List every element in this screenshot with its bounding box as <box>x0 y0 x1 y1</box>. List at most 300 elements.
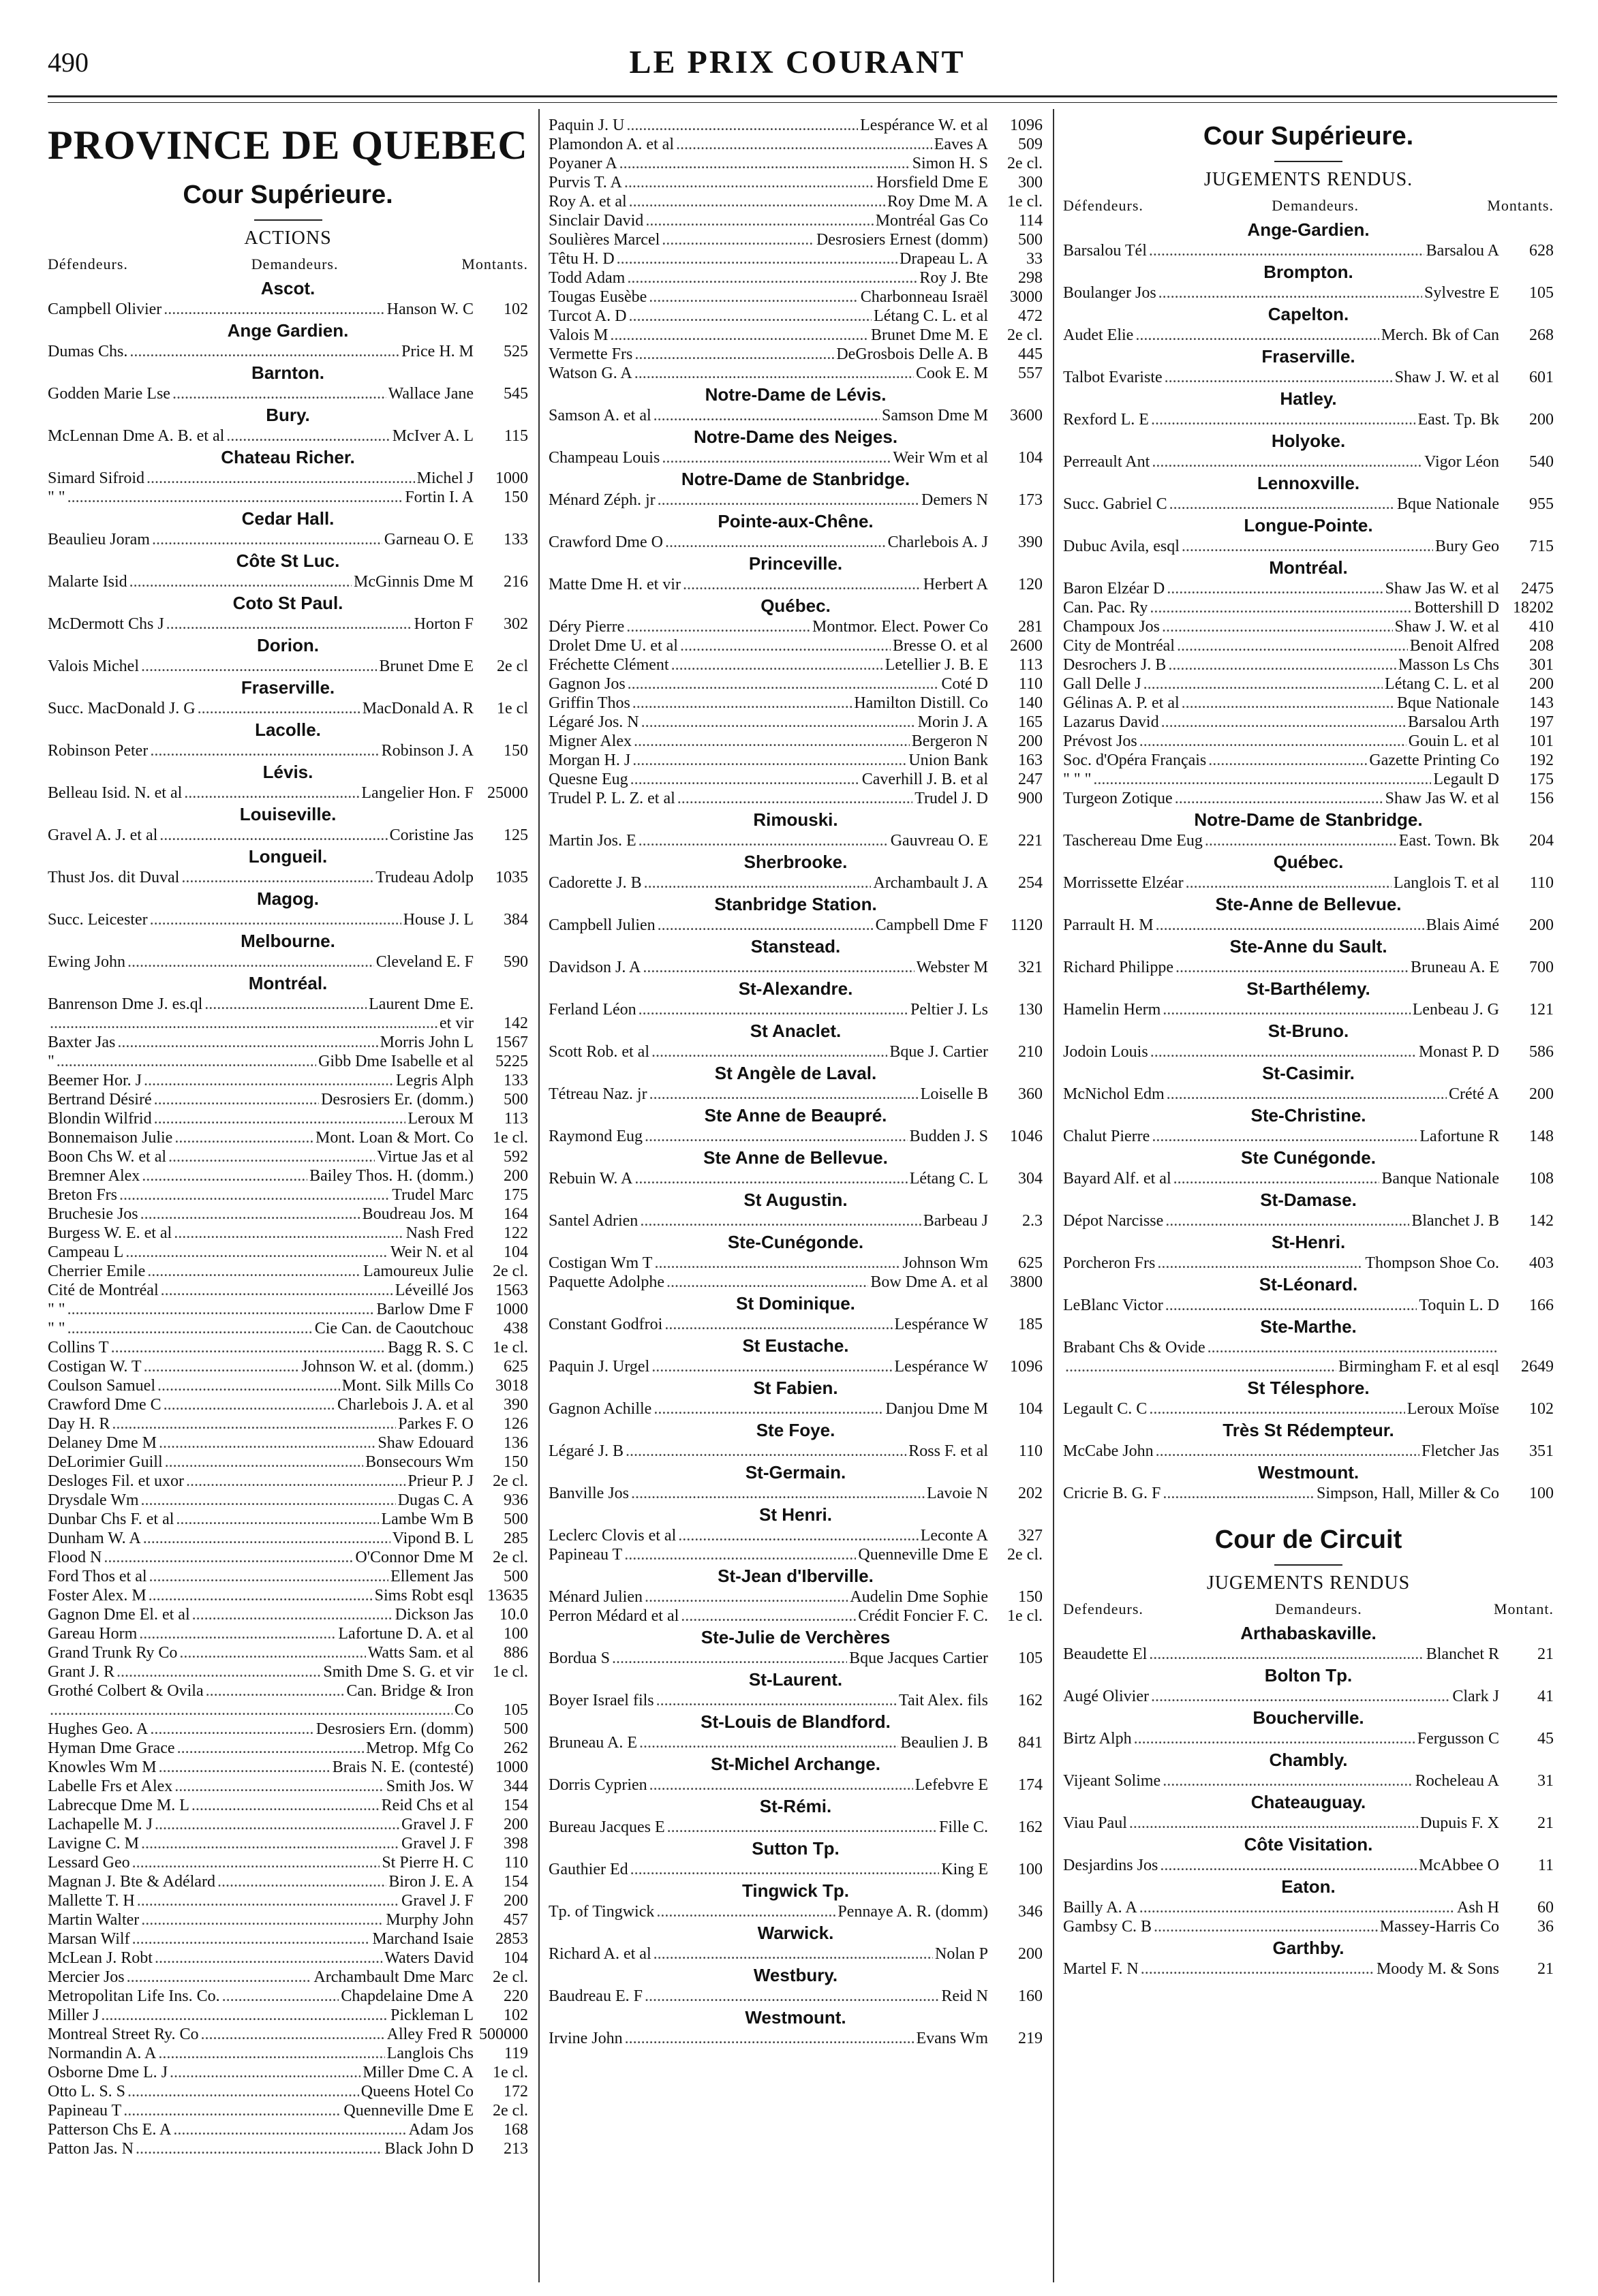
defendant-name: Valois Michel <box>48 657 139 675</box>
entry-row <box>549 1254 1043 1273</box>
entry-row <box>48 1319 528 1338</box>
entry-row <box>48 1453 528 1472</box>
plaintiff-name: Peltier J. Ls <box>910 1001 988 1019</box>
plaintiff-name: Fletcher Jas <box>1422 1442 1499 1460</box>
leader-dots <box>683 575 921 594</box>
plaintiff-name: St Pierre H. C <box>382 1854 474 1872</box>
defendant-name: Succ. Leicester <box>48 911 148 929</box>
leader-dots <box>1182 694 1395 713</box>
amount: 104 <box>504 1949 528 1967</box>
amount: 185 <box>1018 1316 1043 1333</box>
entry-row <box>1063 1898 1554 1917</box>
defendant-name: Fréchette Clément <box>549 656 669 674</box>
entry-row <box>549 1775 1043 1795</box>
entry-row <box>1063 1042 1554 1061</box>
leader-dots <box>137 1891 399 1910</box>
entry-row <box>549 713 1043 732</box>
entry-row <box>1063 1169 1554 1188</box>
leader-dots <box>628 674 940 694</box>
entry-row <box>549 831 1043 850</box>
leader-dots <box>129 342 399 361</box>
plaintiff-name: Crété A <box>1449 1085 1499 1103</box>
plaintiff-name: Toquin L. D <box>1419 1297 1499 1314</box>
entry-row <box>48 741 528 760</box>
defendant-name: Metropolitan Life Ins. Co. <box>48 1987 220 2005</box>
amount: 154 <box>504 1873 528 1891</box>
place-heading: Fraserville. <box>1261 346 1355 367</box>
entry-row <box>48 1643 528 1662</box>
place-heading: Princeville. <box>748 553 843 574</box>
place-heading: Ste-Anne de Bellevue. <box>1215 894 1402 914</box>
entry-row <box>48 426 528 446</box>
plaintiff-name: Barsalou A <box>1426 242 1499 260</box>
place-heading: St Télesphore. <box>1247 1378 1370 1398</box>
defendant-name: Constant Godfroi <box>549 1316 663 1333</box>
title-rule <box>254 219 322 221</box>
defendant-name: Morrissette Elzéar <box>1063 874 1184 892</box>
plaintiff-name: Demers N <box>921 491 988 509</box>
defendant-name: Desrochers J. B <box>1063 656 1167 674</box>
defendant-name: Bertrand Désiré <box>48 1091 152 1108</box>
entry-row <box>1063 1814 1554 1833</box>
entry-row <box>1063 873 1554 893</box>
defendant-name: Paquette Adolphe <box>549 1273 664 1291</box>
defendant-name: Lazarus David <box>1063 713 1159 731</box>
amount: 208 <box>1529 637 1554 655</box>
plaintiff-name: Morris John L <box>380 1034 474 1051</box>
leader-dots <box>1165 1296 1417 1315</box>
defendant-name: Legault C. C <box>1063 1400 1148 1418</box>
defendant-name: Turcot A. D <box>549 307 627 325</box>
entry-row <box>549 1315 1043 1334</box>
entry-row <box>1063 1399 1554 1418</box>
entry-row <box>549 916 1043 935</box>
place-heading: St-Rémi. <box>759 1796 832 1816</box>
plaintiff-name: Pickleman L <box>390 2006 474 2024</box>
leader-dots <box>125 1243 388 1262</box>
leader-dots <box>1143 674 1383 694</box>
defendant-name: Drolet Dme U. et al <box>549 637 678 655</box>
defendant-name: Delaney Dme M <box>48 1434 157 1452</box>
leader-dots <box>1152 452 1422 471</box>
defendant-name: Campbell Olivier <box>48 300 162 318</box>
circuit-court-title: Cour de Circuit <box>1214 1525 1402 1554</box>
amount: 346 <box>1018 1903 1043 1921</box>
leader-dots <box>144 1357 300 1376</box>
plaintiff-name: Lespérance W. et al <box>860 117 988 134</box>
plaintiff-name: Masson Ls Chs <box>1398 656 1499 674</box>
entry-row <box>1063 1959 1554 1979</box>
entry-row <box>549 268 1043 288</box>
entry-row <box>549 655 1043 674</box>
place-heading: Louiseville. <box>239 804 337 824</box>
entry-row <box>1063 579 1554 598</box>
place-heading: Chateau Richer. <box>221 447 355 467</box>
amount: 2e cl <box>497 657 528 675</box>
leader-dots <box>634 1169 907 1188</box>
entry-row <box>1063 1687 1554 1706</box>
amount: 10.0 <box>500 1606 528 1624</box>
plaintiff-name: Létang C. L <box>909 1170 988 1188</box>
plaintiff-name: Leroux M <box>408 1110 474 1128</box>
entry-row <box>549 1818 1043 1837</box>
plaintiff-name: Wallace Jane <box>388 385 474 403</box>
defendant-name: Gall Delle J <box>1063 675 1141 693</box>
amount: 1120 <box>1010 916 1043 934</box>
entry-row <box>1063 1771 1554 1790</box>
amount: 100 <box>1018 1861 1043 1878</box>
amount: 1000 <box>495 1301 528 1318</box>
entry-row <box>549 958 1043 977</box>
defendant-name: Mallette T. H <box>48 1892 135 1910</box>
court-title: Cour Supérieure. <box>183 181 393 209</box>
leader-dots <box>1208 751 1367 770</box>
leader-dots <box>1182 537 1433 556</box>
leader-dots <box>628 307 872 326</box>
plaintiff-name: Garneau O. E <box>384 531 474 548</box>
place-heading: Barnton. <box>251 362 324 383</box>
defendant-name: Miller J <box>48 2006 99 2024</box>
plaintiff-name: Watts Sam. et al <box>367 1644 474 1662</box>
entry-row <box>549 1733 1043 1752</box>
plaintiff-name: Coristine Jas <box>389 826 474 844</box>
amount: 120 <box>1018 576 1043 593</box>
plaintiff-name: Brais N. E. (contesté) <box>332 1758 474 1776</box>
amount: 3800 <box>1010 1273 1043 1291</box>
plaintiff-name: Webster M <box>916 959 988 976</box>
defendant-name: Campeau L <box>48 1243 124 1261</box>
amount: 175 <box>504 1186 528 1204</box>
defendant-name: Simard Sifroid <box>48 469 144 487</box>
leader-dots <box>192 1605 393 1624</box>
entry-row <box>48 1205 528 1224</box>
defendant-name: Blondin Wilfrid <box>48 1110 152 1128</box>
amount: 162 <box>1018 1818 1043 1836</box>
plaintiff-name: Montmor. Elect. Power Co <box>812 618 988 636</box>
amount: 165 <box>1018 713 1043 731</box>
plaintiff-name: Barbeau J <box>923 1212 988 1230</box>
entry-row <box>48 1472 528 1491</box>
place-heading: Ascot. <box>260 278 316 298</box>
plaintiff-name: Simpson, Hall, Miller & Co <box>1316 1485 1499 1502</box>
defendant-name: Succ. Gabriel C <box>1063 495 1167 513</box>
defendant-name: Parrault H. M <box>1063 916 1154 934</box>
plaintiff-name: Bottershill D <box>1414 599 1499 617</box>
amount: 219 <box>1018 2030 1043 2047</box>
plaintiff-name: Eaves A <box>934 136 988 153</box>
defendant-name: Brabant Chs & Ovide <box>1063 1339 1205 1356</box>
entry-row <box>48 1949 528 1968</box>
place-heading: Très St Rédempteur. <box>1223 1420 1394 1440</box>
plaintiff-name: et vir <box>440 1014 474 1032</box>
place-heading: Ste-Anne du Sault. <box>1229 936 1387 957</box>
defendant-name: Taschereau Dme Eug <box>1063 832 1203 850</box>
plaintiff-name: Alley Fred R <box>386 2026 472 2043</box>
amount: 500 <box>504 1510 528 1528</box>
amount: 110 <box>504 1854 528 1872</box>
leader-dots <box>1163 1771 1413 1790</box>
amount: 33 <box>1026 250 1043 268</box>
defendant-name: Belleau Isid. N. et al <box>48 784 183 802</box>
amount: 557 <box>1018 364 1043 382</box>
defendant-name: " <box>48 1053 55 1070</box>
place-heading: Ste Cunégonde. <box>1241 1147 1376 1168</box>
defendant-name: Patterson Chs E. A <box>48 2121 172 2139</box>
defendant-name: Barsalou Tél <box>1063 242 1147 260</box>
plaintiff-name: Charbonneau Israël <box>860 288 988 306</box>
defendant-name: Desjardins Jos <box>1063 1857 1158 1874</box>
defendant-name: Bayard Alf. et al <box>1063 1170 1171 1188</box>
place-heading: St-Bruno. <box>1267 1021 1349 1041</box>
leader-dots <box>1135 326 1379 345</box>
leader-dots <box>117 1033 378 1052</box>
leader-dots <box>1157 1254 1363 1273</box>
leader-dots <box>1173 1169 1380 1188</box>
leader-dots <box>639 1000 908 1019</box>
leader-dots <box>127 1968 312 1987</box>
plaintiff-name: Lespérance W <box>894 1358 988 1376</box>
entry-row <box>48 1109 528 1128</box>
place-heading: Chambly. <box>1269 1750 1348 1770</box>
header-demandeurs-3: Demandeurs. <box>1275 1600 1362 1617</box>
leader-dots <box>651 1042 887 1061</box>
amount: 1096 <box>1010 117 1043 134</box>
amount: 625 <box>1018 1254 1043 1272</box>
leader-dots <box>123 2101 341 2120</box>
defendant-name: Santel Adrien <box>549 1212 639 1230</box>
plaintiff-name: Cie Can. de Caoutchouc <box>314 1320 474 1337</box>
entry-row <box>1063 1338 1554 1357</box>
leader-dots <box>150 1720 313 1739</box>
defendant-name: Valois M <box>549 326 609 344</box>
leader-dots <box>149 1586 373 1605</box>
entry-row <box>1063 694 1554 713</box>
amount: 2e cl. <box>493 2102 528 2120</box>
entry-row <box>48 1929 528 1949</box>
leader-dots <box>1175 789 1383 808</box>
defendant-name: Baxter Jas <box>48 1034 116 1051</box>
entry-row <box>549 1169 1043 1188</box>
defendant-name: Samson A. et al <box>549 407 651 424</box>
leader-dots <box>226 426 390 446</box>
place-heading: Montréal. <box>248 973 328 993</box>
entry-row <box>1063 1254 1554 1273</box>
amount: 122 <box>504 1224 528 1242</box>
place-heading: Westbury. <box>753 1965 838 1985</box>
defendant-name: Marsan Wilf <box>48 1930 130 1948</box>
leader-dots <box>662 230 814 249</box>
plaintiff-name: Sylvestre E <box>1424 284 1499 302</box>
leader-dots <box>1161 713 1406 732</box>
entry-row <box>549 694 1043 713</box>
leader-dots <box>181 868 373 887</box>
amount: 133 <box>504 1072 528 1089</box>
leader-dots <box>186 1472 405 1491</box>
plaintiff-name: Simon H. S <box>912 155 988 172</box>
entry-row <box>48 1052 528 1071</box>
defendant-name: Foster Alex. M <box>48 1587 147 1604</box>
place-heading: St-Casimir. <box>1262 1063 1355 1083</box>
entry-row <box>1063 1484 1554 1503</box>
amount: 625 <box>504 1358 528 1376</box>
amount: 281 <box>1018 618 1043 636</box>
amount: 351 <box>1529 1442 1554 1460</box>
leader-dots <box>140 1205 360 1224</box>
title-rule-3 <box>1274 1564 1342 1566</box>
place-heading: Stanstead. <box>750 936 841 957</box>
leader-dots <box>1154 1917 1378 1936</box>
leader-dots <box>666 1273 868 1292</box>
defendant-name: Migner Alex <box>549 732 632 750</box>
plaintiff-name: Weir N. et al <box>390 1243 474 1261</box>
plaintiff-name: Nash Fred <box>405 1224 474 1242</box>
leader-dots <box>1158 283 1422 302</box>
leader-dots <box>626 617 810 636</box>
defendant-name: Ewing John <box>48 953 125 971</box>
place-heading: Lacolle. <box>255 719 321 740</box>
leader-dots <box>1156 916 1424 935</box>
header-defendeurs-3: Defendeurs. <box>1063 1600 1143 1617</box>
defendant-name: Sinclair David <box>549 212 644 230</box>
plaintiff-name: Beaulien J. B <box>900 1734 988 1752</box>
amount: 142 <box>504 1014 528 1032</box>
leader-dots <box>1162 617 1393 636</box>
defendant-name: Audet Elie <box>1063 326 1134 344</box>
defendant-name: Birtz Alph <box>1063 1730 1132 1748</box>
defendant-name: Gauthier Ed <box>549 1861 628 1878</box>
amount: 160 <box>1018 1987 1043 2005</box>
leader-dots <box>641 713 916 732</box>
entry-row <box>549 448 1043 467</box>
plaintiff-name: Virtue Jas et al <box>377 1148 474 1166</box>
place-heading: Capelton. <box>1267 304 1349 324</box>
entry-row <box>48 1281 528 1300</box>
entry-row <box>1063 1296 1554 1315</box>
amount: 125 <box>504 826 528 844</box>
place-heading: Sutton Tp. <box>752 1838 840 1859</box>
entry-row <box>549 288 1043 307</box>
defendant-name: Ménard Zéph. jr <box>549 491 656 509</box>
entry-row <box>549 2029 1043 2048</box>
leader-dots <box>158 2044 384 2063</box>
entry-row <box>549 1484 1043 1503</box>
amount: 140 <box>1018 694 1043 712</box>
place-heading: Warwick. <box>757 1923 834 1943</box>
leader-dots <box>1150 1042 1417 1061</box>
defendant-name: Griffin Thos <box>549 694 630 712</box>
amount: 321 <box>1018 959 1043 976</box>
defendant-name: Champeau Louis <box>549 449 660 467</box>
place-heading: Québec. <box>1273 852 1344 872</box>
entry-row <box>549 1127 1043 1146</box>
amount: 197 <box>1529 713 1554 731</box>
defendant-name: Grothé Colbert & Ovila <box>48 1682 204 1700</box>
leader-dots <box>57 1052 316 1071</box>
plaintiff-name: Black John D <box>384 2140 474 2158</box>
amount: 200 <box>1018 1945 1043 1963</box>
defendant-name: Watson G. A <box>549 364 632 382</box>
amount: 398 <box>504 1835 528 1852</box>
entry-row <box>48 1968 528 1987</box>
defendant-name: Costigan Wm T <box>549 1254 653 1272</box>
amount: 5225 <box>495 1053 528 1070</box>
entry-row <box>549 116 1043 135</box>
leader-dots <box>626 116 858 135</box>
amount: 110 <box>1529 874 1554 892</box>
leader-dots <box>626 1442 906 1461</box>
amount: 210 <box>1018 1043 1043 1061</box>
place-heading: Boucherville. <box>1253 1707 1364 1728</box>
defendant-name: Gambsy C. B <box>1063 1918 1152 1936</box>
entry-row <box>48 1910 528 1929</box>
entry-row <box>48 384 528 403</box>
plaintiff-name: Brunet Dme E <box>379 657 474 675</box>
entry-row <box>549 491 1043 510</box>
amount: 200 <box>1529 675 1554 693</box>
plaintiff-name: Brunet Dme M. E <box>871 326 988 344</box>
leader-dots <box>681 1607 856 1626</box>
entry-row <box>48 868 528 887</box>
plaintiff-name: Létang C. L. et al <box>874 307 988 325</box>
defendant-name: Prévost Jos <box>1063 732 1137 750</box>
amount: 101 <box>1529 732 1554 750</box>
plaintiff-name: Pennaye A. R. (domm) <box>838 1903 988 1921</box>
plaintiff-name: Langelier Hon. F <box>361 784 474 802</box>
amount: 200 <box>504 1167 528 1185</box>
defendant-name: McCabe John <box>1063 1442 1154 1460</box>
plaintiff-name: Bque Jacques Cartier <box>849 1649 988 1667</box>
amount: 204 <box>1529 832 1554 850</box>
amount: 119 <box>504 2045 528 2062</box>
leader-dots <box>1167 1085 1447 1104</box>
defendant-name: Leclerc Clovis et al <box>549 1527 677 1545</box>
section-title: ACTIONS <box>244 228 332 249</box>
defendant-name: Dunham W. A <box>48 1530 141 1547</box>
place-heading: Pointe-aux-Chêne. <box>718 511 874 531</box>
defendant-name: Talbot Evariste <box>1063 369 1163 386</box>
defendant-name: Boyer Israel fils <box>549 1692 654 1709</box>
entry-row <box>48 488 528 507</box>
leader-dots <box>159 1433 375 1453</box>
leader-dots <box>1160 1856 1417 1875</box>
defendant-name: Bordua S <box>549 1649 610 1667</box>
defendant-name: Lachapelle M. J <box>48 1816 153 1833</box>
plaintiff-name: Crédit Foncier F. C. <box>858 1607 988 1625</box>
defendant-name: Rexford L. E <box>1063 411 1149 429</box>
amount: 540 <box>1529 453 1554 471</box>
leader-dots <box>150 741 379 760</box>
amount: 102 <box>1529 1400 1554 1418</box>
amount: 156 <box>1529 790 1554 807</box>
plaintiff-name: Coté D <box>941 675 988 693</box>
plaintiff-name: Chapdelaine Dme A <box>341 1987 474 2005</box>
amount: 121 <box>1529 1001 1554 1019</box>
leader-dots <box>1093 770 1431 789</box>
plaintiff-name: Lafortune R <box>1419 1128 1499 1145</box>
entry-row <box>549 1944 1043 1964</box>
plaintiff-name: Vipond B. L <box>392 1530 474 1547</box>
entry-row <box>549 135 1043 154</box>
defendant-name: Roy A. et al <box>549 193 627 211</box>
entry-row <box>48 1014 528 1033</box>
defendant-name: Légaré J. B <box>549 1442 624 1460</box>
entry-row <box>1063 452 1554 471</box>
leader-dots <box>166 615 412 634</box>
plaintiff-name: Waters David <box>384 1949 474 1967</box>
defendant-name: Martin Walter <box>48 1911 140 1929</box>
leader-dots <box>658 916 874 935</box>
plaintiff-name: Monast P. D <box>1418 1043 1499 1061</box>
